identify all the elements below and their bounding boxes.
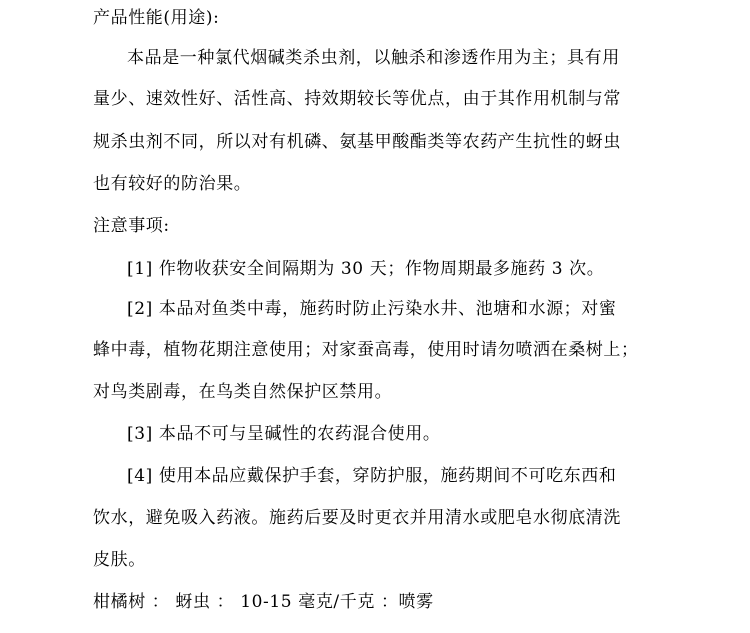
usage-text-line-4: 也有较好的防治果。 (93, 174, 252, 194)
usage-text-line-1: 本品是一种氯代烟碱类杀虫剂，以触杀和渗透作用为主；具有用 (127, 48, 620, 68)
notes-heading: 注意事项: (93, 216, 170, 236)
usage-dosage-row: 柑橘树 ： 蚜虫 ： 10-15 毫克/千克 ：喷雾 (93, 592, 434, 612)
note-2-line-3: 对鸟类剧毒，在鸟类自然保护区禁用。 (93, 382, 393, 402)
note-4-line-2: 饮水，避免吸入药液。施药后要及时更衣并用清水或肥皂水彻底清洗 (93, 508, 621, 528)
note-2-line-1: [2] 本品对鱼类中毒，施药时防止污染水井、池塘和水源；对蜜 (127, 299, 617, 319)
note-4-line-3: 皮肤。 (93, 550, 146, 570)
usage-heading: 产品性能(用途): (93, 8, 220, 28)
usage-text-line-3: 规杀虫剂不同，所以对有机磷、氨基甲酸酯类等农药产生抗性的蚜虫 (93, 132, 621, 152)
usage-text-line-2: 量少、速效性好、活性高、持效期较长等优点，由于其作用机制与常 (93, 89, 621, 109)
note-4-line-1: [4] 使用本品应戴保护手套，穿防护服，施药期间不可吃东西和 (127, 466, 617, 486)
note-2-line-2: 蜂中毒，植物花期注意使用；对家蚕高毒，使用时请勿喷洒在桑树上； (93, 340, 639, 360)
note-3: [3] 本品不可与呈碱性的农药混合使用。 (127, 424, 441, 444)
note-1: [1] 作物收获安全间隔期为 30 天；作物周期最多施药 3 次。 (127, 259, 605, 279)
